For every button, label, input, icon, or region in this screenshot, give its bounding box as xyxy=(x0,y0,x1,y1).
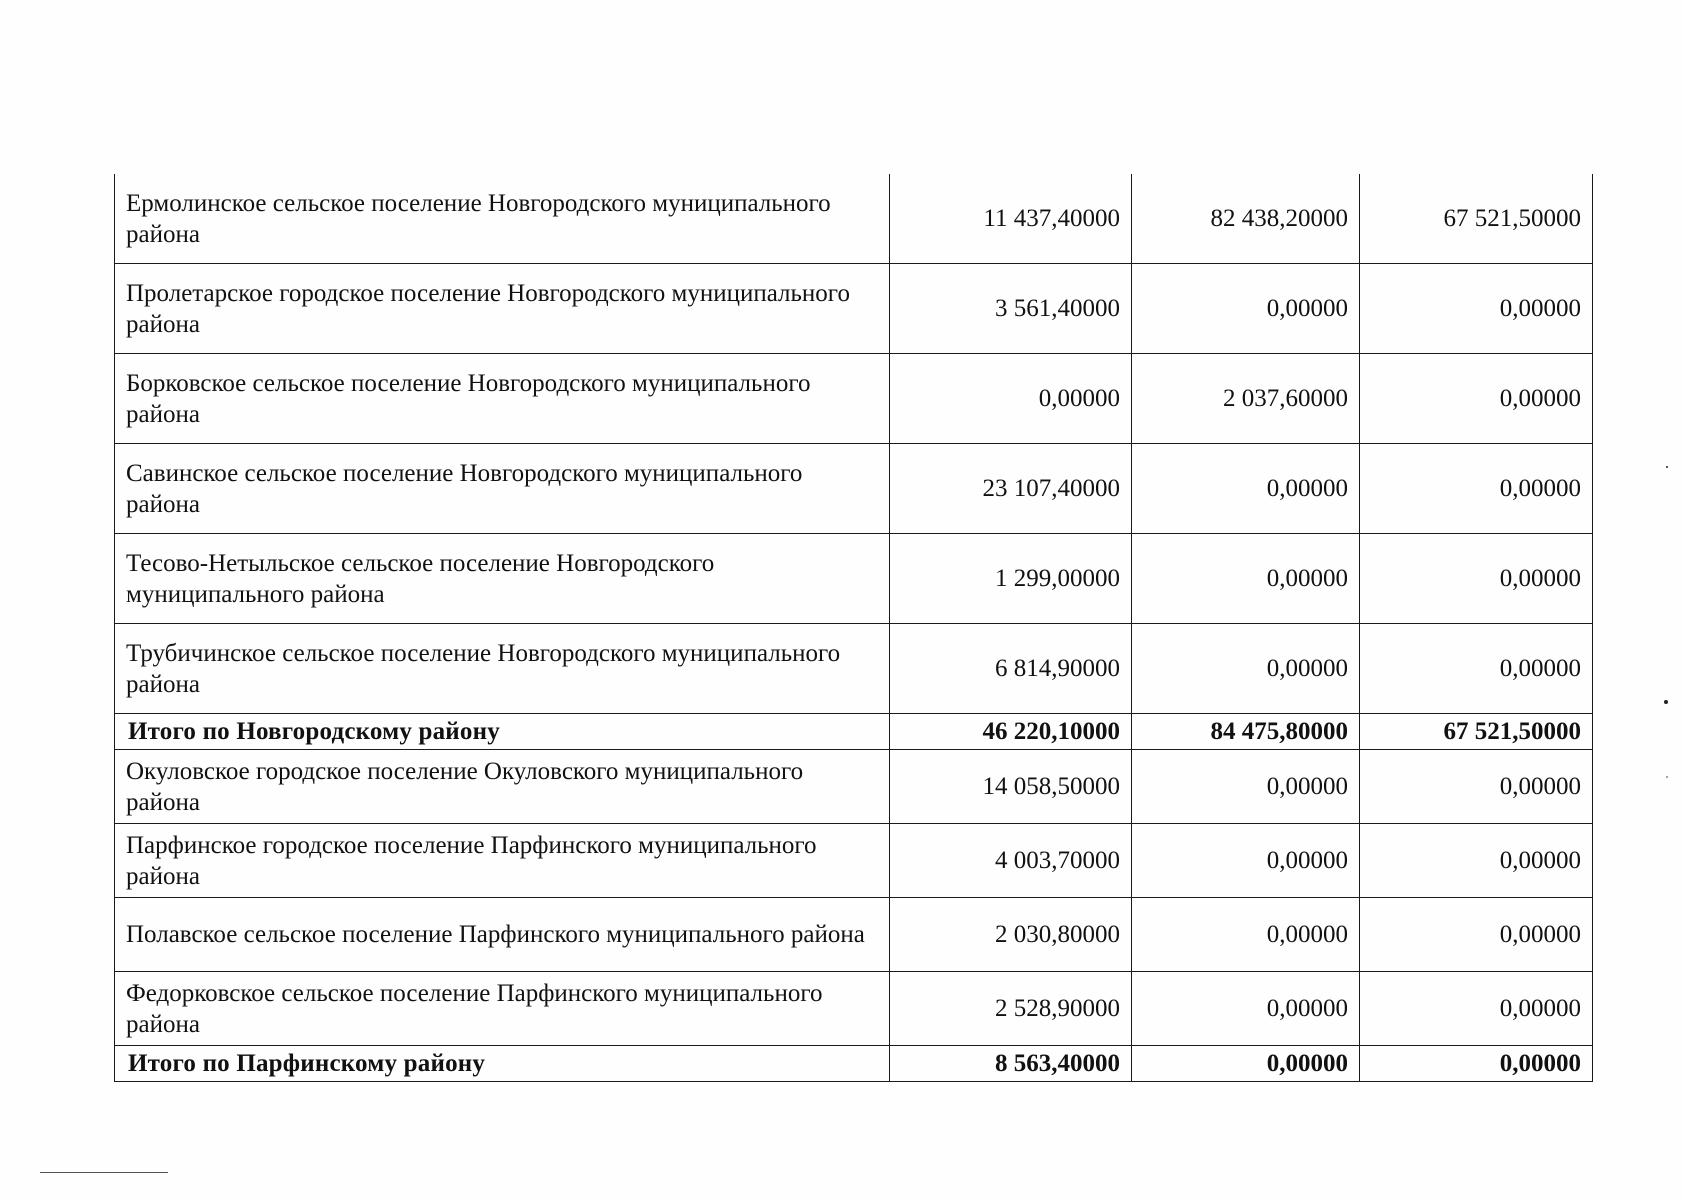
settlement-name-cell: Пролетарское городское поселение Новгородского муниципального района xyxy=(115,264,890,354)
value-cell-col1: 1 299,00000 xyxy=(890,534,1132,624)
settlement-name-cell: Парфинское городское поселение Парфинского муниципального района xyxy=(115,824,890,898)
table-row xyxy=(115,174,1593,264)
value-cell-col2: 0,00000 xyxy=(1132,824,1360,898)
value-cell-col3: 0,00000 xyxy=(1360,264,1593,354)
value-cell-col3: 0,00000 xyxy=(1360,972,1593,1046)
value-cell-col3: 0,00000 xyxy=(1360,354,1593,444)
page-footnote-rule xyxy=(40,1172,168,1173)
table-row xyxy=(115,354,1593,444)
total-value-col3: 0,00000 xyxy=(1360,1046,1593,1082)
value-cell-col3: 0,00000 xyxy=(1360,624,1593,714)
total-value-col2: 0,00000 xyxy=(1132,1046,1360,1082)
value-cell-col2: 0,00000 xyxy=(1132,624,1360,714)
value-cell-col1: 4 003,70000 xyxy=(890,824,1132,898)
value-cell-col1: 3 561,40000 xyxy=(890,264,1132,354)
total-row xyxy=(115,714,1593,750)
settlement-name-cell: Борковское сельское поселение Новгородского муниципального района xyxy=(115,354,890,444)
table-row xyxy=(115,898,1593,972)
table-row xyxy=(115,444,1593,534)
settlement-name-cell: Трубичинское сельское поселение Новгородского муниципального района xyxy=(115,624,890,714)
table-row xyxy=(115,534,1593,624)
value-cell-col2: 0,00000 xyxy=(1132,264,1360,354)
value-cell-col2: 0,00000 xyxy=(1132,750,1360,824)
total-label-cell: Итого по Парфинскому району xyxy=(115,1046,890,1082)
table-row xyxy=(115,824,1593,898)
value-cell-col1: 23 107,40000 xyxy=(890,444,1132,534)
settlement-name-cell: Савинское сельское поселение Новгородского муниципального района xyxy=(115,444,890,534)
scan-speck xyxy=(1666,776,1668,778)
budget-table xyxy=(114,174,1593,1082)
value-cell-col2: 0,00000 xyxy=(1132,444,1360,534)
total-value-col1: 8 563,40000 xyxy=(890,1046,1132,1082)
value-cell-col1: 6 814,90000 xyxy=(890,624,1132,714)
total-value-col2: 84 475,80000 xyxy=(1132,714,1360,750)
value-cell-col3: 67 521,50000 xyxy=(1360,174,1593,264)
value-cell-col2: 82 438,20000 xyxy=(1132,174,1360,264)
value-cell-col3: 0,00000 xyxy=(1360,444,1593,534)
value-cell-col2: 0,00000 xyxy=(1132,972,1360,1046)
value-cell-col1: 0,00000 xyxy=(890,354,1132,444)
value-cell-col2: 0,00000 xyxy=(1132,534,1360,624)
value-cell-col3: 0,00000 xyxy=(1360,750,1593,824)
value-cell-col1: 2 528,90000 xyxy=(890,972,1132,1046)
total-value-col1: 46 220,10000 xyxy=(890,714,1132,750)
table-row xyxy=(115,972,1593,1046)
value-cell-col2: 0,00000 xyxy=(1132,898,1360,972)
table-row xyxy=(115,264,1593,354)
value-cell-col1: 14 058,50000 xyxy=(890,750,1132,824)
value-cell-col1: 11 437,40000 xyxy=(890,174,1132,264)
value-cell-col3: 0,00000 xyxy=(1360,824,1593,898)
settlement-name-cell: Тесово-Нетыльское сельское поселение Новгородского муниципального района xyxy=(115,534,890,624)
scan-speck xyxy=(1664,700,1668,704)
settlement-name-cell: Федорковское сельское поселение Парфинского муниципального района xyxy=(115,972,890,1046)
value-cell-col1: 2 030,80000 xyxy=(890,898,1132,972)
settlement-name-cell: Ермолинское сельское поселение Новгородского муниципального района xyxy=(115,174,890,264)
total-row xyxy=(115,1046,1593,1082)
settlement-name-cell: Полавское сельское поселение Парфинского муниципального района xyxy=(115,898,890,972)
table-row xyxy=(115,624,1593,714)
total-value-col3: 67 521,50000 xyxy=(1360,714,1593,750)
total-label-cell: Итого по Новгородскому району xyxy=(115,714,890,750)
value-cell-col2: 2 037,60000 xyxy=(1132,354,1360,444)
table-row xyxy=(115,750,1593,824)
value-cell-col3: 0,00000 xyxy=(1360,534,1593,624)
settlement-name-cell: Окуловское городское поселение Окуловского муниципального района xyxy=(115,750,890,824)
scan-speck xyxy=(1666,466,1668,468)
value-cell-col3: 0,00000 xyxy=(1360,898,1593,972)
